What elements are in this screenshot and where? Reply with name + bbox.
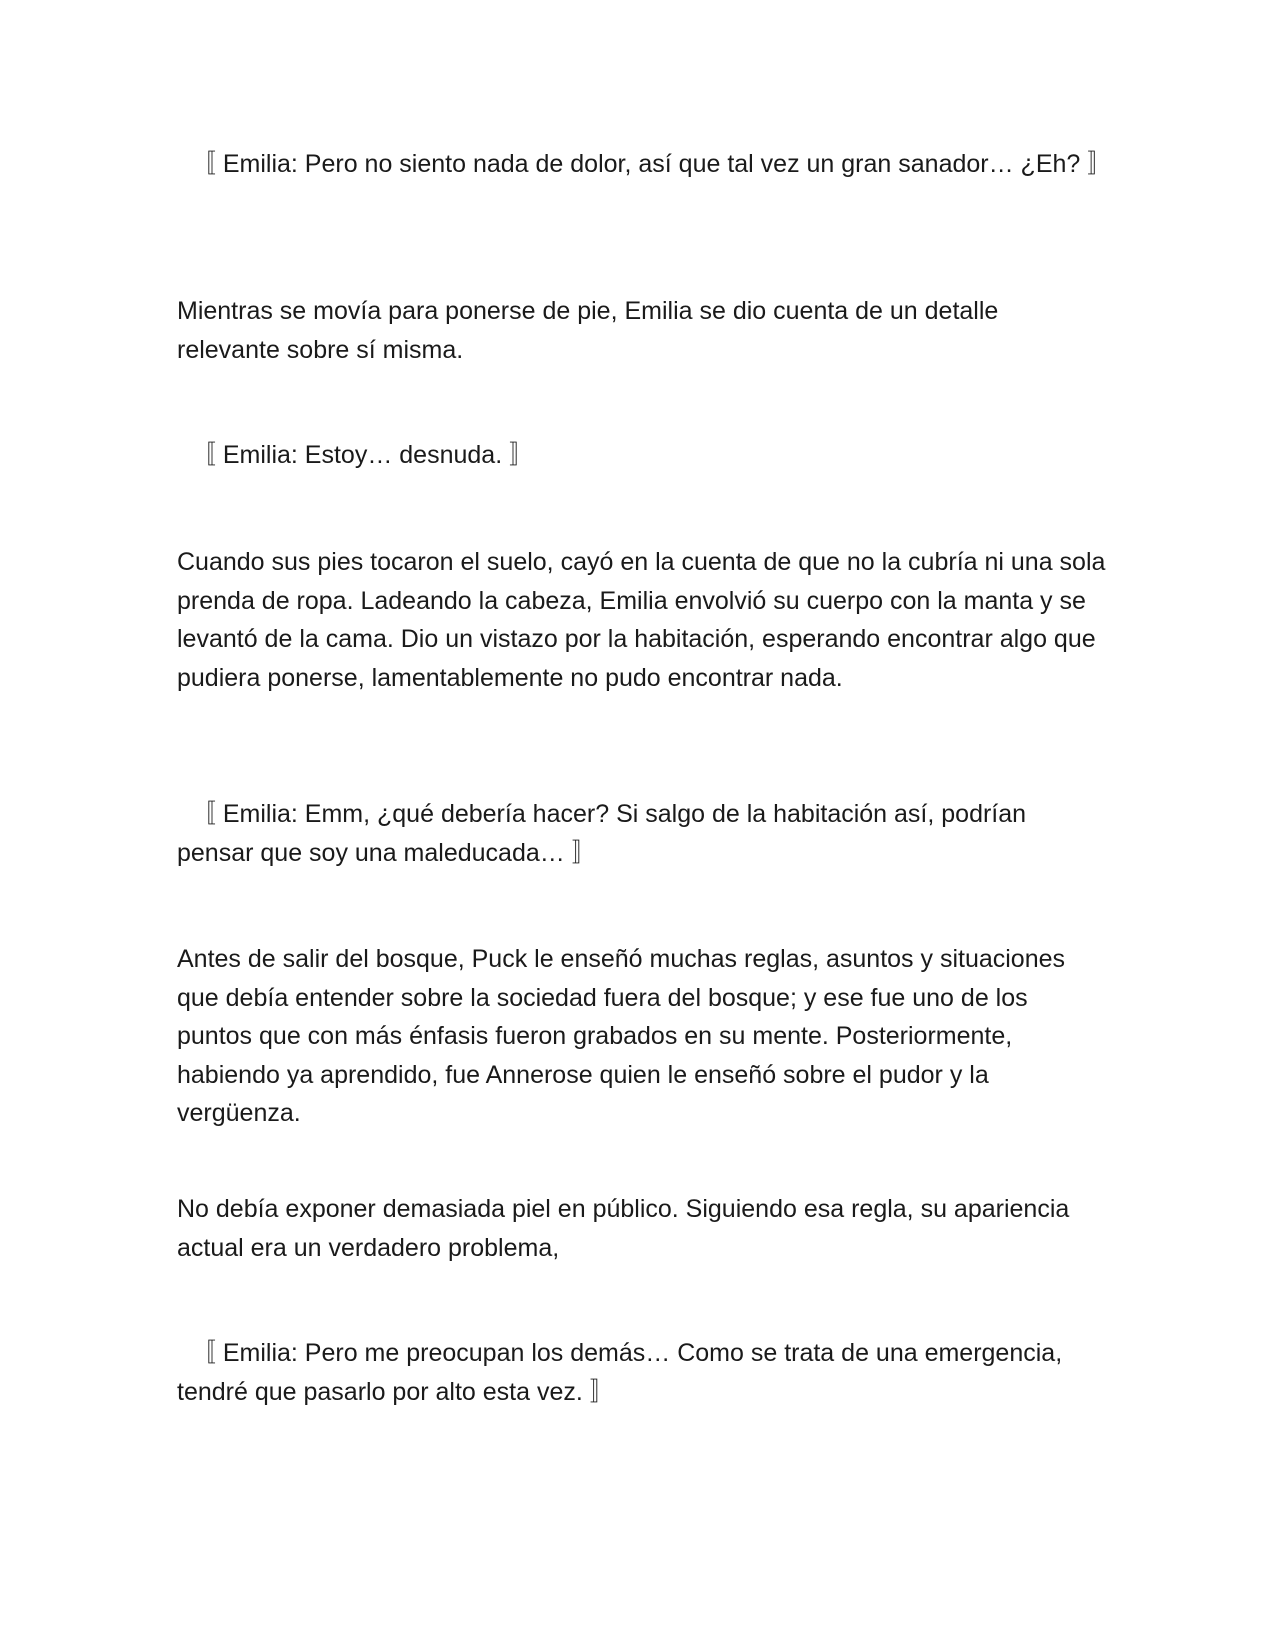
narration-paragraph: Mientras se movía para ponerse de pie, Emilia se dio cuenta de un detalle relevante sobre sí misma. bbox=[177, 297, 999, 364]
dialogue-paragraph: 〚 Emilia: Emm, ¿qué debería hacer? Si salgo de la habitación así, podrían pensar que soy una maleducada… 〛 bbox=[177, 800, 1027, 867]
narration-paragraph: Cuando sus pies tocaron el suelo, cayó en la cuenta de que no la cubría ni una sola prenda de ropa. Ladeando la cabeza, Emilia envolvió su cuerpo con la manta y se levantó de la cama. Dio un vistazo por la habitación, esperando encontrar algo que pudiera ponerse, lamentablemente no pudo encontrar nada. bbox=[177, 548, 1106, 692]
narration-paragraph: Antes de salir del bosque, Puck le enseñó muchas reglas, asuntos y situaciones que debía entender sobre la sociedad fuera del bosque; y ese fue uno de los puntos que con más énfasis fueron grabados en su mente. Posteriormente, habiendo ya aprendido, fue Annerose quien le enseñó sobre el pudor y la vergüenza. bbox=[177, 945, 1066, 1127]
dialogue-paragraph: 〚 Emilia: Estoy… desnuda. 〛 bbox=[177, 441, 535, 469]
dialogue-paragraph: 〚 Emilia: Pero me preocupan los demás… Como se trata de una emergencia, tendré que pasarlo por alto esta vez. 〛 bbox=[177, 1339, 1063, 1406]
dialogue-paragraph: 〚 Emilia: Pero no siento nada de dolor, así que tal vez un gran sanador… ¿Eh? 〛 bbox=[177, 150, 1113, 178]
narration-paragraph: No debía exponer demasiada piel en público. Siguiendo esa regla, su apariencia actual era un verdadero problema, bbox=[177, 1195, 1070, 1262]
